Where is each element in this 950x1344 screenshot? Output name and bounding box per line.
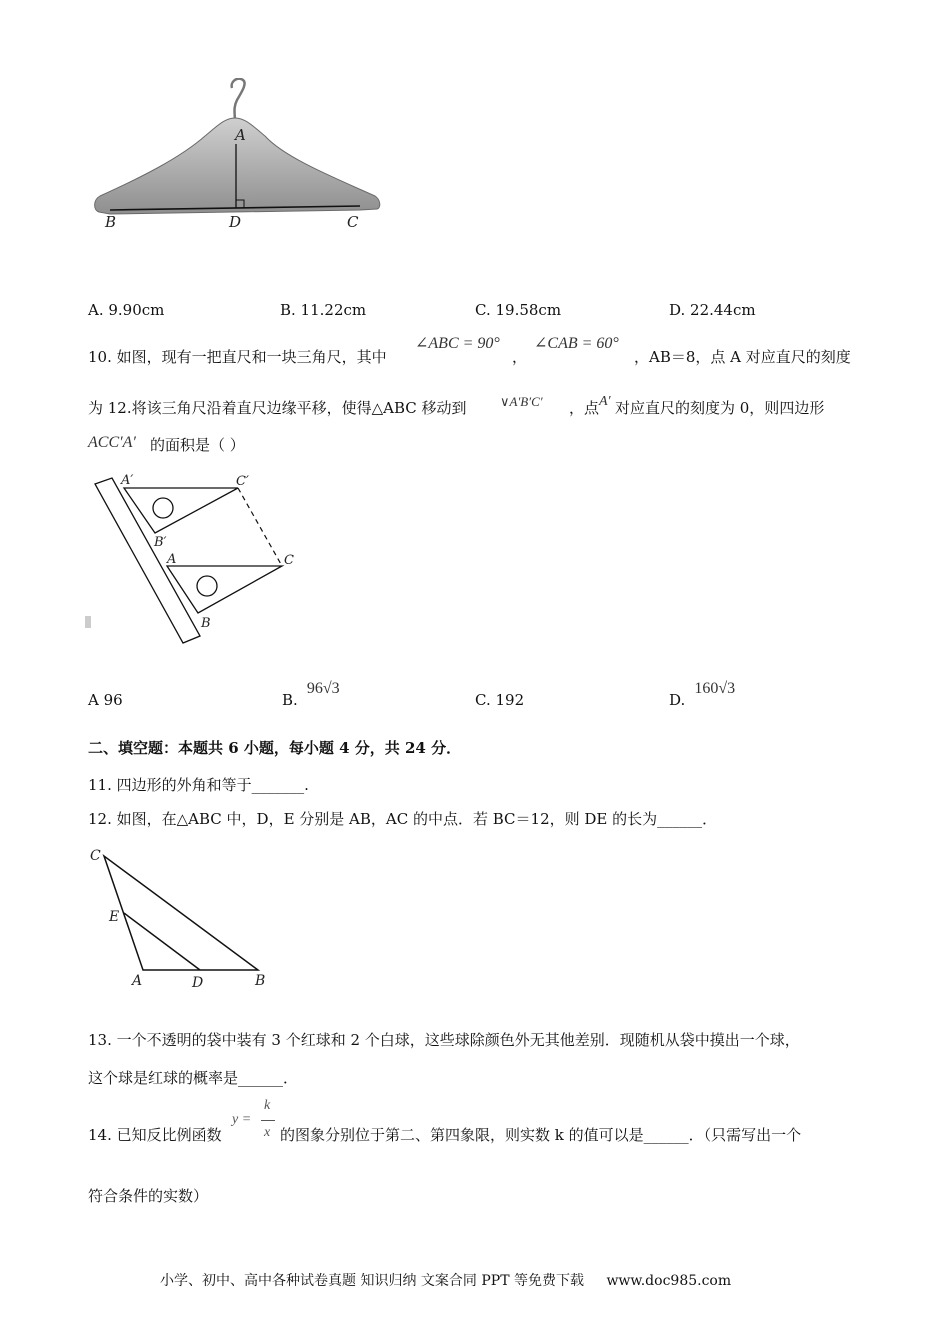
q10-line2-a: 为 12.将该三角尺沿着直尺边缘平移，使得△ABC 移动到: [88, 399, 467, 417]
q14-math-k: k: [264, 1098, 271, 1113]
q10-math-angle-abc: ∠ABC = 90°: [415, 335, 500, 352]
q14-fraction-bar: [261, 1120, 275, 1121]
q10-line1-b: ，AB＝8，点 A 对应直尺的刻度: [634, 348, 851, 366]
q10-option-b-prefix: B.: [282, 691, 298, 709]
fig12-label-a: A: [132, 973, 143, 989]
q14-line1-b: 的图象分别位于第二、第四象限，则实数 k 的值可以是______．（只需写出一个: [280, 1126, 802, 1144]
q10-line2-c: 对应直尺的刻度为 0，则四边形: [615, 399, 825, 417]
triangle-abc: [104, 856, 258, 970]
q10-option-a[interactable]: A 96: [88, 691, 123, 709]
q14-line2: 符合条件的实数）: [88, 1187, 209, 1205]
q10-option-d[interactable]: [669, 678, 736, 709]
section2-heading: 二、填空题：本题共 6 小题，每小题 4 分，共 24 分．: [88, 739, 462, 757]
footer-text: 小学、初中、高中各种试卷真题 知识归纳 文案合同 PPT 等免费下载: [160, 1273, 584, 1289]
q10-math-quadrilateral: ACC′A′: [88, 434, 136, 451]
fig12-label-e: E: [109, 909, 120, 925]
q10-option-c[interactable]: C. 192: [475, 691, 525, 709]
fig10-label-a: A: [167, 552, 177, 567]
q10-line1-a: 10. 如图，现有一把直尺和一块三角尺，其中: [88, 348, 387, 366]
q10-line2-b: ，点: [569, 399, 600, 417]
ruler-triangle-figure: [85, 466, 305, 656]
q10-option-b[interactable]: [282, 678, 340, 709]
q10-math-a-prime: A′: [599, 394, 611, 409]
q14-fraction-formula: [232, 1098, 282, 1150]
segment-de: [124, 913, 200, 970]
point-label-c: C: [347, 213, 359, 231]
edge-artifact: [85, 616, 91, 628]
hanger-hook: [232, 79, 245, 123]
q10-comma: ，: [512, 348, 528, 366]
fig10-label-b-prime: B′: [154, 535, 167, 550]
q9-option-d[interactable]: D. 22.44cm: [669, 301, 756, 319]
q10-math-triangle: ∨A′B′C′: [500, 394, 543, 409]
triangle-abc-figure: [85, 842, 285, 992]
q9-option-c[interactable]: C. 19.58cm: [475, 301, 562, 319]
footer-url[interactable]: www.doc985.com: [606, 1273, 732, 1289]
triangle-original: [167, 566, 282, 613]
fig12-label-c: C: [90, 848, 101, 864]
fig12-label-b: B: [255, 973, 266, 989]
q13-line2: 这个球是红球的概率是______．: [88, 1069, 299, 1087]
dashed-segment-cc-prime: [238, 488, 282, 566]
q11-text: 11. 四边形的外角和等于_______.: [88, 776, 309, 794]
point-label-b: B: [105, 213, 117, 231]
q10-math-angle-cab: ∠CAB = 60°: [534, 335, 619, 352]
fig12-label-d: D: [192, 975, 204, 991]
q14-math-y: y =: [232, 1112, 252, 1127]
hanger-figure: [85, 78, 385, 238]
q9-option-b[interactable]: B. 11.22cm: [280, 301, 367, 319]
fig10-label-c-prime: C′: [236, 474, 249, 489]
q14-line1-a: 14. 已知反比例函数: [88, 1126, 222, 1144]
q13-line1: 13. 一个不透明的袋中装有 3 个红球和 2 个白球，这些球除颜色外无其他差别．现随机从袋中摸出一个球，: [88, 1031, 800, 1049]
q10-option-d-prefix: D.: [669, 691, 686, 709]
triangle-translated: [124, 488, 238, 533]
q14-math-x: x: [264, 1125, 271, 1140]
q10-line3: 的面积是（ ）: [150, 436, 245, 454]
point-label-d: D: [229, 213, 242, 231]
q10-option-d-value: 160√3: [694, 680, 736, 697]
fig10-label-a-prime: A′: [121, 473, 134, 488]
fig10-label-b: B: [201, 616, 211, 631]
footer: [160, 1270, 731, 1290]
q9-option-a[interactable]: A. 9.90cm: [88, 301, 165, 319]
q12-text: 12. 如图，在△ABC 中，D，E 分别是 AB，AC 的中点．若 BC＝12，则 DE 的长为______．: [88, 810, 718, 828]
fig10-label-c: C: [284, 553, 294, 568]
point-label-a: A: [235, 126, 246, 144]
q10-option-b-value: 96√3: [306, 680, 340, 697]
